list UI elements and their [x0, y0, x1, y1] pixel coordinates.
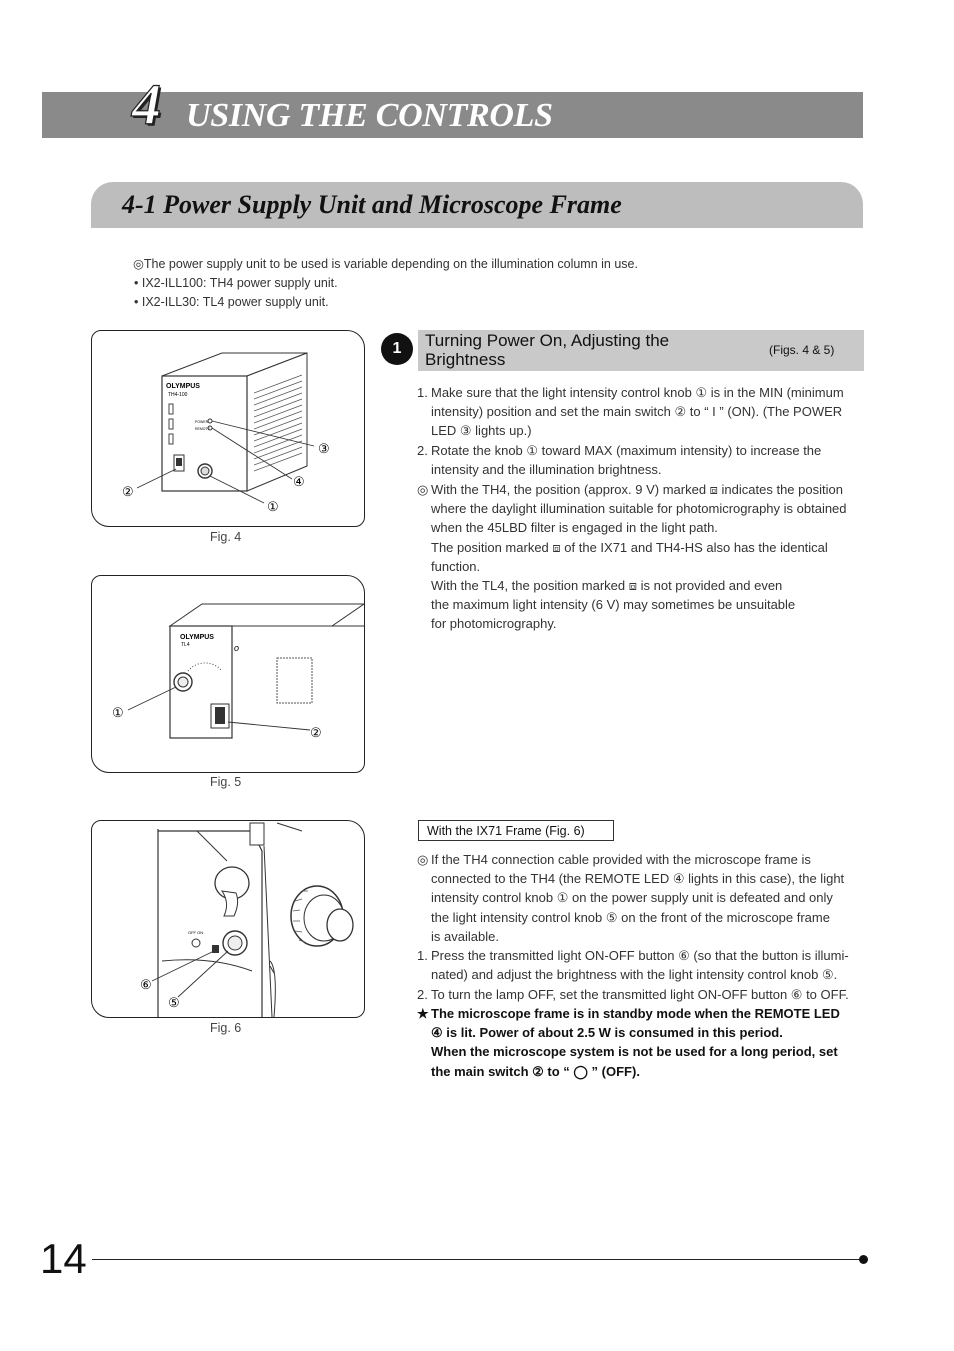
text-line: intensity and the illumination brightness.: [431, 462, 662, 478]
text-line: The microscope frame is in standby mode when the REMOTE LED: [431, 1006, 840, 1021]
fig4-remote-led-label: REMOTE: [195, 427, 210, 431]
text-line: is available.: [431, 928, 499, 944]
text-line: for photomicrography.: [431, 616, 557, 632]
text-line: the maximum light intensity (6 V) may sometimes be unsuitable: [431, 597, 796, 613]
note-mark: ◎: [417, 482, 429, 497]
footer-rule: [92, 1259, 862, 1260]
fig6-callout-6: ⑥: [140, 977, 152, 992]
item-number: 2.: [417, 987, 428, 1002]
text-line: Rotate the knob ① toward MAX (maximum intensity) to increase the: [431, 443, 822, 458]
item-number: 1.: [417, 948, 428, 963]
step-title-line: Turning Power On, Adjusting the: [425, 331, 670, 350]
fig5-callout-2: ②: [310, 725, 322, 740]
intro-bullet: • IX2-ILL100: TH4 power supply unit.: [134, 276, 338, 290]
fig4-brand: OLYMPUS: [166, 383, 200, 390]
text-line: To turn the lamp OFF, set the transmitted light ON-OFF button ⑥ to OFF.: [431, 987, 849, 1002]
fig5-model: TL4: [181, 642, 190, 648]
item-number: 1.: [417, 385, 428, 400]
text-line: intensity) position and set the main switch ② to “ I ” (ON). (The POWER: [431, 404, 843, 420]
svg-text:o: o: [234, 643, 240, 653]
step1-item-1: [417, 383, 864, 441]
fig4-power-led-label: POWER: [195, 420, 209, 424]
item-number: 2.: [417, 443, 428, 458]
text-line: when the 45LBD filter is engaged in the light path.: [431, 520, 718, 536]
fig6-panel-label: OFF ON: [188, 930, 204, 935]
fig4-model: TH4-100: [168, 392, 188, 398]
ix71-caution: [417, 1004, 864, 1081]
ix71-item-2: [417, 985, 864, 1004]
text-line: function.: [431, 558, 481, 574]
ix71-note: [417, 850, 864, 946]
step-title-line: Brightness: [425, 350, 506, 369]
chapter-number: 4: [132, 72, 161, 137]
caution-star: ★: [417, 1006, 429, 1021]
figure-6: [91, 820, 365, 1018]
note-mark: ◎: [417, 852, 429, 867]
text-line: nated) and adjust the brightness with the light intensity control knob ⑤.: [431, 967, 838, 983]
text-line: LED ③ lights up.): [431, 423, 532, 439]
text-line: If the TH4 connection cable provided with the microscope frame is: [431, 852, 811, 867]
fig4-callout-1: ①: [267, 499, 279, 514]
step1-item-2: [417, 441, 864, 479]
text-line: Press the transmitted light ON-OFF button ⑥ (so that the button is illumi-: [431, 948, 849, 963]
text-line: where the daylight illumination suitable for photomicrography is obtained: [431, 501, 847, 517]
figure-6-caption: Fig. 6: [210, 1021, 242, 1035]
text-line: When the microscope system is not be used for a long period, set: [431, 1044, 838, 1060]
figure-4-caption: Fig. 4: [210, 530, 242, 544]
step-figure-reference: (Figs. 4 & 5): [769, 343, 835, 357]
section-title: 4-1 Power Supply Unit and Microscope Frame: [122, 190, 622, 219]
figure-4: [91, 330, 365, 527]
page-number: 14: [40, 1235, 87, 1282]
footer-dot: [859, 1255, 868, 1264]
fig4-callout-3: ③: [318, 441, 330, 456]
text-line: the main switch ② to “ ◯ ” (OFF).: [431, 1063, 640, 1079]
text-line: the light intensity control knob ⑤ on the front of the microscope frame: [431, 909, 830, 925]
fig5-callout-1: ①: [112, 705, 124, 720]
text-line: With the TH4, the position (approx. 9 V) marked ⧈ indicates the position: [431, 482, 843, 497]
figure-5: [91, 575, 365, 773]
text-line: The position marked ⧈ of the IX71 and TH4-HS also has the identical: [431, 539, 828, 555]
intro-bullet: • IX2-ILL30: TL4 power supply unit.: [134, 295, 329, 309]
tl4-power-supply-illustration: [92, 576, 364, 772]
th4-power-supply-illustration: [92, 331, 364, 526]
text-line: Make sure that the light intensity control knob ① is in the MIN (minimum: [431, 385, 844, 400]
fig5-brand: OLYMPUS: [180, 634, 214, 641]
text-line: intensity control knob ① on the power supply unit is defeated and only: [431, 890, 833, 906]
ix71-item-1: [417, 946, 864, 984]
fig4-callout-4: ④: [293, 474, 305, 489]
fig6-callout-5: ⑤: [168, 995, 180, 1010]
step1-note: [417, 480, 864, 634]
text-line: ④ is lit. Power of about 2.5 W is consumed in this period.: [431, 1025, 783, 1041]
text-line: With the TL4, the position marked ⧈ is not provided and even: [431, 578, 783, 594]
text-line: connected to the TH4 (the REMOTE LED ④ lights in this case), the light: [431, 871, 845, 887]
ix71-subheading: With the IX71 Frame (Fig. 6): [418, 820, 614, 841]
intro-note: ◎The power supply unit to be used is variable depending on the illumination column in use.: [133, 257, 638, 271]
fig4-callout-2: ②: [122, 484, 134, 499]
step-title: [425, 331, 735, 369]
ix71-frame-illustration: [92, 821, 364, 1017]
step-number-badge: 1: [381, 333, 413, 365]
figure-5-caption: Fig. 5: [210, 775, 242, 789]
chapter-title: USING THE CONTROLS: [186, 97, 553, 134]
